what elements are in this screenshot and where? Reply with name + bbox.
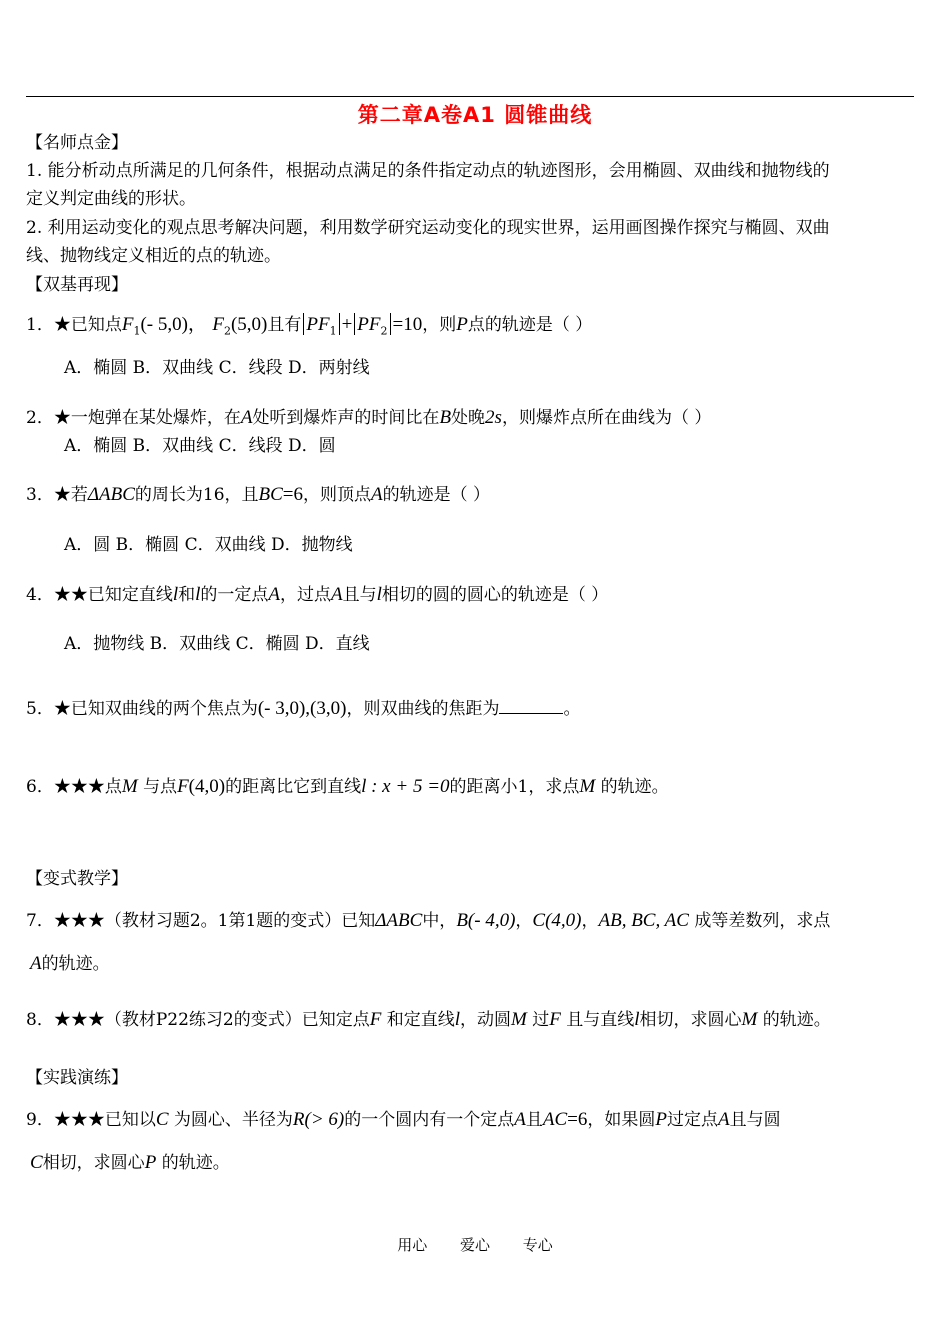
q1-f2-sub: 2	[223, 324, 231, 338]
intro-p2-line2: 线、抛物线定义相近的点的轨迹。	[26, 246, 281, 266]
q2-time: 2s	[485, 407, 502, 428]
q1-f2: F	[212, 314, 224, 335]
footer-item: 专心	[522, 1236, 553, 1254]
q7-text-a: 7．★★★（教材习题2。1第1题的变式）已知	[26, 911, 376, 931]
q1-tail2: 点的轨迹是（ ）	[467, 315, 593, 335]
q7-sep: ，	[515, 911, 533, 931]
q1-pf2: PF	[357, 314, 381, 335]
q9-text-g: 且与圆	[729, 1110, 781, 1130]
q6-point-m: M	[579, 776, 596, 797]
question-4	[26, 583, 608, 607]
page-footer	[0, 1234, 950, 1255]
section-heading-mingshi: 【名师点金】	[26, 133, 128, 153]
q1-pf2-sub: 2	[380, 324, 388, 338]
q4-line-l: l	[195, 584, 201, 605]
q6-line-eq: l : x + 5 =0	[361, 776, 450, 797]
q5-text-a: 5．★已知双曲线的两个焦点为	[26, 699, 258, 719]
q4-text-d: ，过点	[280, 585, 331, 605]
intro-p1-line2: 定义判定曲线的形状。	[26, 189, 196, 209]
q8-text-a: 8．★★★（教材P22练习2的变式）已知定点	[26, 1010, 370, 1030]
q9-point-p: P	[144, 1152, 157, 1173]
q7-point-c: C(4,0)	[532, 910, 582, 931]
q8-text-f: 相切，求圆心	[639, 1010, 742, 1030]
q9-point-a: A	[514, 1109, 526, 1130]
q6-text-e: 的轨迹。	[600, 777, 669, 797]
q3-text-b: 的周长为16，且	[134, 485, 259, 505]
section-heading-shuangji: 【双基再现】	[26, 275, 128, 295]
section-heading-bianshi: 【变式教学】	[26, 869, 128, 889]
q9-text-e: ，如果圆	[587, 1110, 656, 1130]
q9-point-p: P	[655, 1109, 667, 1130]
q2-text-b: 处听到爆炸声的时间比在	[252, 408, 440, 428]
q9-text-c: 的一个圆内有一个定点	[344, 1110, 515, 1130]
header-rule	[26, 96, 914, 97]
q8-text-g: 的轨迹。	[762, 1010, 831, 1030]
q1-text: 1．★已知点	[26, 315, 122, 335]
question-1	[26, 313, 592, 343]
q4-line-l: l	[172, 584, 179, 605]
abs-bar	[390, 313, 391, 335]
page-title: 第二章A卷A1 圆锥曲线	[357, 103, 593, 127]
q8-point-f: F	[369, 1009, 382, 1030]
q3-text-d: 的轨迹是（ ）	[382, 485, 491, 505]
q2-text-c: 处晚	[451, 408, 486, 428]
q1-pf1: PF	[306, 314, 330, 335]
q8-text-e: 且与直线	[566, 1010, 635, 1030]
footer-item: 爱心	[459, 1236, 490, 1254]
question-7	[26, 909, 830, 933]
q6-point-f: F	[177, 776, 189, 797]
q5-text-c: 。	[563, 699, 581, 719]
q9-radius: R(> 6)	[292, 1109, 345, 1130]
question-9-cont	[30, 1151, 230, 1175]
q1-f1-sub: 1	[133, 324, 141, 338]
q3-options: A．圆 B．椭圆 C．双曲线 D．抛物线	[64, 535, 353, 555]
q8-point-m: M	[741, 1009, 758, 1030]
q5-text-b: ，则双曲线的焦距为	[346, 699, 500, 719]
q8-line-l: l	[634, 1009, 640, 1030]
q4-text-c: 的一定点	[200, 585, 269, 605]
q1-f1: F	[121, 314, 134, 335]
q1-eq: =10	[392, 314, 423, 335]
q7-text-c: 成等差数列，求点	[694, 911, 831, 931]
q2-point-a: A	[240, 407, 253, 428]
q3-text-a: 3．★若	[26, 485, 88, 505]
footer-item: 用心	[397, 1236, 428, 1254]
q6-coords: (4,0)	[188, 776, 226, 797]
q6-text-b: 与点	[143, 777, 178, 797]
q2-text-a: 2．★一炮弹在某处爆炸，在	[26, 408, 241, 428]
q4-text-e: 且与	[342, 585, 377, 605]
question-8	[26, 1008, 831, 1032]
q3-bc: BC	[258, 484, 283, 505]
question-5	[26, 697, 580, 721]
q5-foci: (- 3,0),(3,0)	[257, 698, 347, 719]
q9-ac: AC	[542, 1109, 568, 1130]
q7-sep: ，	[581, 911, 599, 931]
abs-bar	[354, 313, 355, 335]
q3-point-a: A	[371, 484, 383, 505]
q1-f2-coords: (5,0)	[230, 314, 268, 335]
q8-text-d: 过	[532, 1010, 550, 1030]
question-7-cont	[30, 952, 110, 976]
q9-text-i: 的轨迹。	[161, 1153, 230, 1173]
q7-triangle: ΔABC	[375, 910, 423, 931]
q9-point-c: C	[30, 1152, 43, 1173]
abs-bar	[339, 313, 340, 335]
q1-mid: 且有	[267, 315, 302, 335]
q7-point-b: B(- 4,0)	[456, 910, 516, 931]
q4-text-b: 和	[178, 585, 196, 605]
q1-p: P	[456, 314, 468, 335]
intro-p2-line1: 2. 利用运动变化的观点思考解决问题，利用数学研究运动变化的现实世界，运用画图操作探究与椭圆、双曲	[26, 218, 830, 238]
q4-line-l: l	[376, 584, 382, 605]
q1-tail1: ，则	[422, 315, 457, 335]
q3-eq: =6	[282, 484, 304, 505]
q4-point-a: A	[268, 584, 280, 605]
q8-line-l: l	[454, 1009, 460, 1030]
q8-point-f: F	[549, 1009, 561, 1030]
q2-text-d: ，则爆炸点所在曲线为（ ）	[501, 408, 712, 428]
q1-plus: +	[341, 314, 353, 335]
q6-text-a: 6．★★★点	[26, 777, 122, 797]
q7-text-d: 的轨迹。	[41, 954, 110, 974]
intro-p1-line1: 1. 能分析动点所满足的几何条件，根据动点满足的条件指定动点的轨迹图形，会用椭圆、双曲线和抛物线的	[26, 161, 830, 181]
q4-text-a: 4．★★已知定直线	[26, 585, 173, 605]
answer-blank	[499, 697, 563, 714]
q8-text-b: 和定直线	[386, 1010, 455, 1030]
q4-text-f: 相切的圆的圆心的轨迹是（ ）	[381, 585, 609, 605]
q8-point-m: M	[511, 1009, 527, 1030]
q6-text-c: 的距离比它到直线	[225, 777, 362, 797]
abs-bar	[303, 313, 304, 335]
q7-point-a: A	[30, 953, 42, 974]
q4-point-a: A	[331, 584, 343, 605]
q3-triangle: ΔABC	[87, 484, 135, 505]
q9-text-a: 9．★★★已知以	[26, 1110, 156, 1130]
q6-text-d: 的距离小1，求点	[449, 777, 580, 797]
q2-point-b: B	[439, 407, 452, 428]
q9-text-h: 相切，求圆心	[42, 1153, 145, 1173]
question-9	[26, 1108, 781, 1132]
q9-text-b: 为圆心、半径为	[173, 1110, 293, 1130]
q1-pf1-sub: 1	[329, 324, 337, 338]
q7-sides: AB, BC, AC	[598, 910, 689, 931]
question-3	[26, 483, 490, 507]
question-6	[26, 775, 669, 799]
q1-f1-coords: (- 5,0)，	[140, 314, 207, 335]
q7-text-b: 中，	[422, 911, 457, 931]
q9-text-f: 过定点	[666, 1110, 718, 1130]
q2-options: A．椭圆 B．双曲线 C．线段 D．圆	[64, 436, 336, 456]
q9-point-a: A	[717, 1109, 730, 1130]
q8-text-c: ，动圆	[460, 1010, 511, 1030]
q4-options: A．抛物线 B．双曲线 C．椭圆 D．直线	[64, 634, 370, 654]
question-2	[26, 406, 711, 430]
q6-point-m: M	[121, 776, 138, 797]
q9-text-d: 且	[525, 1110, 543, 1130]
section-heading-shijian: 【实践演练】	[26, 1068, 128, 1088]
q3-text-c: ，则顶点	[303, 485, 372, 505]
q9-eq: =6	[567, 1109, 588, 1130]
q1-options: A．椭圆 B．双曲线 C．线段 D．两射线	[64, 358, 370, 378]
q9-point-c: C	[155, 1109, 169, 1130]
